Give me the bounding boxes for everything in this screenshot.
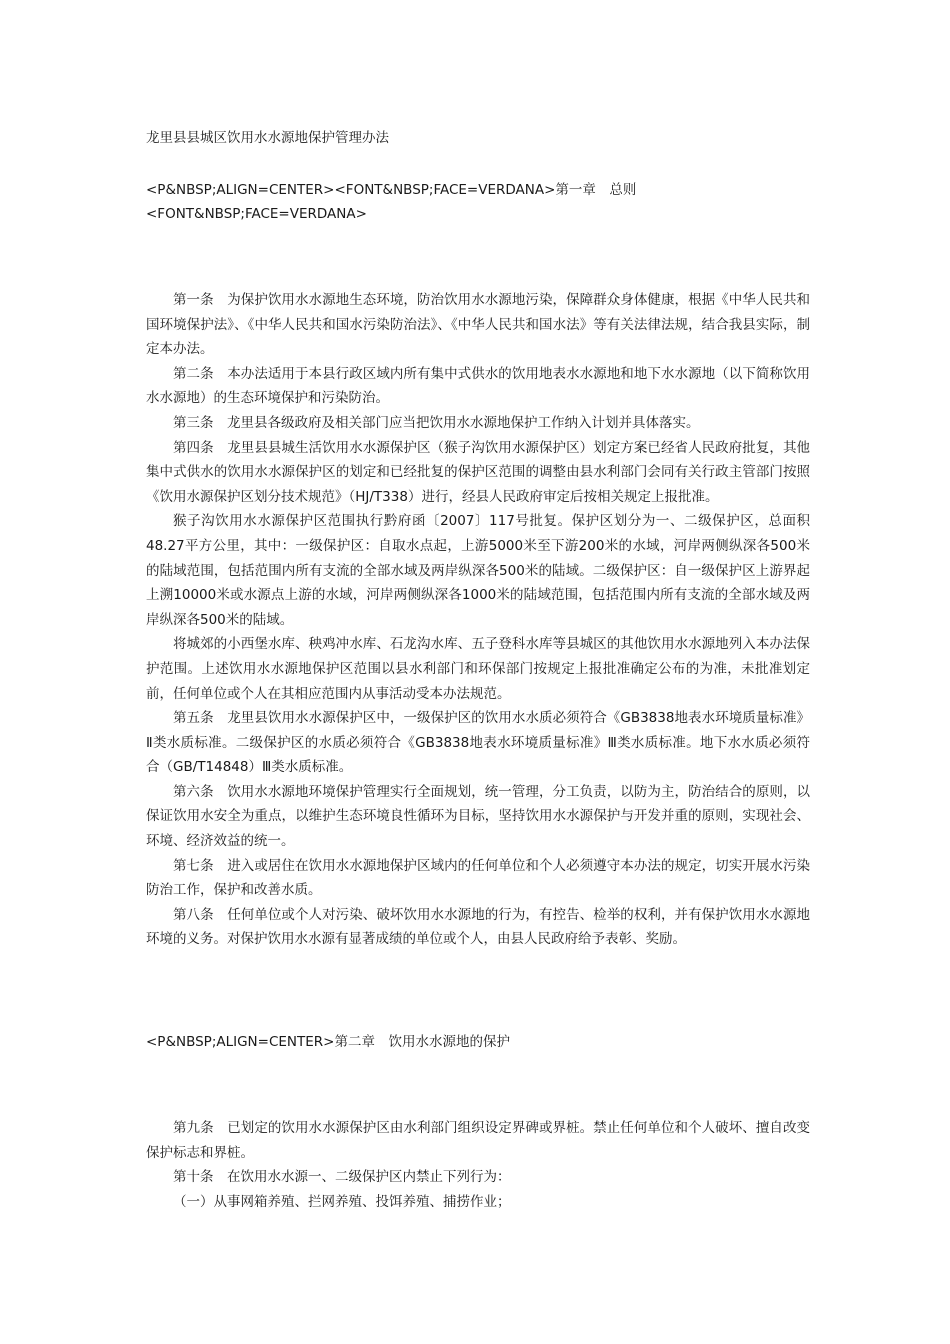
chapter-1-body xyxy=(146,288,810,952)
article-10: 第十条 在饮用水水源一、二级保护区内禁止下列行为： xyxy=(173,1169,511,1186)
chapter-1-heading: <P&NBSP;ALIGN=CENTER><FONT&NBSP;FACE=VERDANA>第一章 总则<FONT&NBSP;FACE=VERDANA> xyxy=(146,182,637,222)
chapter-2-body xyxy=(146,1116,810,1214)
article-4: 第四条 龙里县县城生活饮用水水源保护区（猴子沟饮用水源保护区）划定方案已经省人民政府批复，其他集中式供水的饮用水水源保护区的划定和已经批复的保护区范围的调整由县水利部门会同有关行政主管部门按照《饮用水源保护区划分技术规范》（HJ/T338）进行，经县人民政府审定后按相关规定上报批准。 xyxy=(146,439,810,505)
article-3: 第三条 龙里县各级政府及相关部门应当把饮用水水源地保护工作纳入计划并具体落实。 xyxy=(173,414,700,431)
article-2: 第二条 本办法适用于本县行政区域内所有集中式供水的饮用地表水水源地和地下水水源地（以下简称饮用水水源地）的生态环境保护和污染防治。 xyxy=(146,365,810,407)
chapter-2-heading: <P&NBSP;ALIGN=CENTER>第二章 饮用水水源地的保护 xyxy=(146,1034,510,1051)
article-5: 第五条 龙里县饮用水水源保护区中，一级保护区的饮用水水质必须符合《GB3838地表水环境质量标准》Ⅱ类水质标准。二级保护区的水质必须符合《GB3838地表水环境质量标准》Ⅲ类水质标准。地下水水质必须符合（GB/T14848）Ⅲ类水质标准。 xyxy=(146,710,810,776)
article-6: 第六条 饮用水水源地环境保护管理实行全面规划，统一管理，分工负责，以防为主，防治结合的原则，以保证饮用水安全为重点，以维护生态环境良性循环为目标，坚持饮用水水源保护与开发并重的原则，实现社会、环境、经济效益的统一。 xyxy=(146,783,810,850)
article-1: 第一条 为保护饮用水水源地生态环境，防治饮用水水源地污染，保障群众身体健康，根据《中华人民共和国环境保护法》、《中华人民共和国水污染防治法》、《中华人民共和国水法》等有关法律法规，结合我县实际，制定本办法。 xyxy=(146,292,810,358)
document-title: 龙里县县城区饮用水水源地保护管理办法 xyxy=(146,130,389,146)
article-10-item-1: （一）从事网箱养殖、拦网养殖、投饵养殖、捕捞作业； xyxy=(173,1193,511,1210)
article-7: 第七条 进入或居住在饮用水水源地保护区域内的任何单位和个人必须遵守本办法的规定，切实开展水污染防治工作，保护和改善水质。 xyxy=(146,857,810,899)
article-4-paragraph-2: 猴子沟饮用水水源保护区范围执行黔府函〔2007〕117号批复。保护区划分为一、二级保护区，总面积48.27平方公里，其中：一级保护区：自取水点起，上游5000米至下游200米的水域，河岸两侧纵深各500米的陆域范围，包括范围内所有支流的全部水域及两岸纵深各500米的陆域。二级保护区：自一级保护区上游界起上溯10000米或水源点上游的水域，河岸两侧纵深各1000米的陆域范围，包括范围内所有支流的全部水域及两岸纵深各500米的陆域。 xyxy=(146,513,810,628)
article-9: 第九条 已划定的饮用水水源保护区由水利部门组织设定界碑或界桩。禁止任何单位和个人破坏、擅自改变保护标志和界桩。 xyxy=(146,1120,810,1161)
article-4-paragraph-3: 将城郊的小西堡水库、秧鸡冲水库、石龙沟水库、五子登科水库等县城区的其他饮用水水源地列入本办法保护范围。上述饮用水水源地保护区范围以县水利部门和环保部门按规定上报批准确定公布的为准，未批准划定前，任何单位或个人在其相应范围内从事活动受本办法规范。 xyxy=(146,636,810,702)
article-8: 第八条 任何单位或个人对污染、破坏饮用水水源地的行为，有控告、检举的权利，并有保护饮用水水源地环境的义务。对保护饮用水水源有显著成绩的单位或个人，由县人民政府给予表彰、奖励。 xyxy=(146,906,810,948)
